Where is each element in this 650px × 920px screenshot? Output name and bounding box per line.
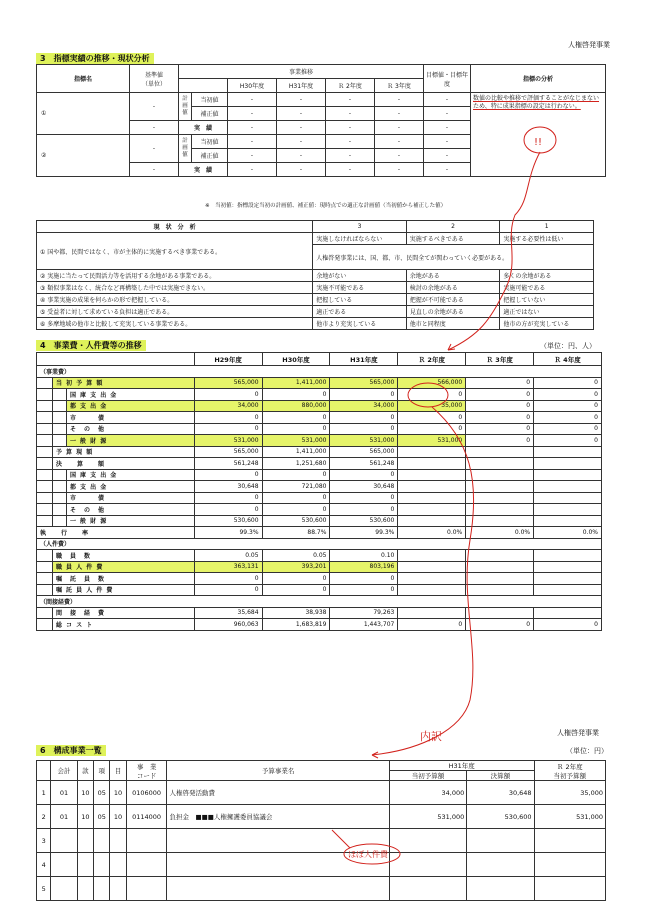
project-cell-no: 1: [37, 781, 51, 805]
section-kansetsu-label: （間接経費）: [37, 596, 602, 608]
cost-value: 0: [534, 435, 602, 447]
project-cell-kaikei: 01: [51, 805, 78, 829]
cost-value: 565,000: [194, 377, 262, 389]
cost-value: 1,683,819: [262, 619, 330, 631]
cost-value: 531,000: [330, 435, 398, 447]
cost-value: 561,248: [330, 458, 398, 470]
cost-row-label: 嘱 託 員 数: [52, 573, 194, 585]
cell: -: [375, 121, 424, 135]
status-col-3: 3: [313, 221, 407, 233]
cost-value: 0: [534, 619, 602, 631]
project-cell-no: 3: [37, 829, 51, 853]
plan-label: 計画値: [179, 135, 192, 163]
status-row-text: ⑥ 多摩地域の他市と比較して充実している事業である。: [37, 318, 313, 330]
cost-value: 0: [262, 412, 330, 424]
project-cell-kou: 05: [94, 781, 110, 805]
col-base: 基準値 （単位）: [130, 65, 179, 93]
section-jinken-label: （人件費）: [37, 538, 602, 550]
cost-value: 0.0%: [534, 527, 602, 539]
cell: -: [228, 93, 277, 107]
cost-value: 565,000: [330, 446, 398, 458]
cost-value: 0: [534, 423, 602, 435]
cost-value: 561,248: [194, 458, 262, 470]
cost-row-label: 都 支 出 金: [66, 400, 194, 412]
indicator1-label: ①: [37, 93, 130, 135]
project-cell-moku: 10: [110, 781, 126, 805]
cell: -: [375, 163, 424, 177]
cost-row-label: 国 庫 支 出 金: [66, 389, 194, 401]
cost-row-label: 都 支 出 金: [66, 481, 194, 493]
cost-value: 0: [194, 389, 262, 401]
cost-value: 35,000: [398, 400, 466, 412]
cell: -: [277, 149, 326, 163]
status-cell: 余地がない: [313, 270, 407, 282]
cost-value: 0.0%: [398, 527, 466, 539]
cost-row-label: 市 債: [66, 412, 194, 424]
status-row-text: ④ 事業実施の成果を何らかの形で把握している。: [37, 294, 313, 306]
cost-value: 0: [194, 423, 262, 435]
status-cell: 実施不可能である: [313, 282, 407, 294]
cost-value: 530,600: [330, 515, 398, 527]
row-actual: 実 績: [179, 163, 228, 177]
cost-value: 0: [194, 469, 262, 481]
project-cell-kou: 05: [94, 805, 110, 829]
circle-r2-budget: [408, 383, 448, 407]
h31-header: H31年度: [389, 761, 534, 771]
cost-value: 721,080: [262, 481, 330, 493]
cell: -: [228, 135, 277, 149]
status-row1-text: ① 国や都、民間ではなく、市が主体的に実施するべき事業である。: [37, 233, 313, 270]
cell: -: [277, 93, 326, 107]
h31-settle-header: 決算額: [467, 771, 534, 781]
cell: -: [424, 93, 471, 107]
project-col-header: 項: [94, 761, 110, 781]
col-target: 目標値・目標年度: [424, 65, 471, 93]
cost-value: 0: [194, 492, 262, 504]
cost-value: 0: [194, 504, 262, 516]
cost-row-label: 決 算 額: [52, 458, 194, 470]
cost-value: 0: [330, 423, 398, 435]
cost-value: 531,000: [398, 435, 466, 447]
cost-row-label: 国 庫 支 出 金: [66, 469, 194, 481]
cost-row-label: 職 員 数: [52, 550, 194, 562]
cost-value: 0: [330, 492, 398, 504]
status-cell: 適正である: [313, 306, 407, 318]
status-cell: 他市より充実している: [313, 318, 407, 330]
row-revised: 補正値: [192, 149, 228, 163]
project-col-header: 目: [110, 761, 126, 781]
project-cell-b: 34,000: [389, 781, 466, 805]
cost-value: 530,600: [194, 515, 262, 527]
status-cell: 実施可能である: [500, 282, 594, 294]
cost-row-label: そ の 他: [66, 504, 194, 516]
project-cell-k: 30,648: [467, 781, 534, 805]
cost-value: 0: [398, 619, 466, 631]
cost-value: 0: [330, 389, 398, 401]
arrow-line: [448, 152, 540, 350]
cost-value: 0: [534, 412, 602, 424]
cost-value: 0: [262, 492, 330, 504]
project-cell-no: 5: [37, 877, 51, 901]
cell: -: [277, 163, 326, 177]
cost-row-label: 間 接 経 費: [52, 607, 194, 619]
project-cell-name: 負担金 ■■■人権擁護委員協議会: [167, 805, 389, 829]
cost-row-label: 執 行 率: [37, 527, 195, 539]
cost-value: 0: [262, 389, 330, 401]
cost-value: 0: [398, 389, 466, 401]
r2-header: Ｒ 2年度 当初予算額: [534, 761, 605, 781]
cost-value: 0: [466, 412, 534, 424]
status-col-2: 2: [406, 221, 500, 233]
cell: -: [375, 93, 424, 107]
cost-value: 0: [194, 412, 262, 424]
project-cell-name: 人権啓発活動費: [167, 781, 389, 805]
cost-value: 0.05: [262, 550, 330, 562]
status-cell: 見直しの余地がある: [406, 306, 500, 318]
cost-row-label: 予 算 現 額: [52, 446, 194, 458]
cost-value: 1,251,680: [262, 458, 330, 470]
cell: -: [424, 107, 471, 121]
cost-row-label: 総 コ ス ト: [52, 619, 194, 631]
cost-value: 38,938: [262, 607, 330, 619]
cost-row-label: 当 初 予 算 額: [52, 377, 194, 389]
exclaim-mark: !!: [534, 137, 543, 148]
cell: -: [326, 121, 375, 135]
project-cell-b: 531,000: [389, 805, 466, 829]
project-col-header: 款: [77, 761, 93, 781]
project-cell-r2: 531,000: [534, 805, 605, 829]
page-label-mid: 人権啓発事業: [557, 729, 599, 737]
year-h30: H30年度: [228, 79, 277, 93]
year-h31: H31年度: [277, 79, 326, 93]
cell: -: [375, 135, 424, 149]
section6-title: 6 構成事業一覧: [36, 745, 106, 756]
cell: -: [326, 163, 375, 177]
cost-value: 1,411,000: [262, 377, 330, 389]
cost-value: 0: [194, 573, 262, 585]
cell: -: [326, 135, 375, 149]
cost-value: 363,131: [194, 561, 262, 573]
cost-value: 0: [330, 584, 398, 596]
cost-value: 0: [330, 504, 398, 516]
cost-year-header: Ｒ 2年度: [398, 353, 466, 366]
status-cell: 検討の余地がある: [406, 282, 500, 294]
section6-unit: （単位：円）: [566, 747, 608, 755]
cell: -: [326, 107, 375, 121]
cell: -: [277, 121, 326, 135]
cost-year-header: H30年度: [262, 353, 330, 366]
indicator1-base: -: [130, 93, 179, 121]
status-cell: 他市の方が充実している: [500, 318, 594, 330]
section4-unit: （単位：円、人）: [540, 342, 596, 350]
project-cell-k: 530,600: [467, 805, 534, 829]
status-cell: 実施しなければならない: [313, 233, 407, 245]
cost-value: 880,000: [262, 400, 330, 412]
cost-value: 0.05: [194, 550, 262, 562]
cost-value: 531,000: [194, 435, 262, 447]
project-col-header: 事 業 コード: [126, 761, 167, 781]
h31-budget-header: 当初予算額: [389, 771, 466, 781]
cost-value: 0: [330, 469, 398, 481]
col-trend: 事業推移: [179, 65, 424, 79]
personnel-note: ほぼ人件費: [348, 850, 388, 859]
cell: -: [228, 121, 277, 135]
cost-year-header: Ｒ 3年度: [466, 353, 534, 366]
cell: -: [326, 149, 375, 163]
cell: -: [130, 121, 179, 135]
row-initial: 当初値: [192, 135, 228, 149]
cost-value: 99.3%: [330, 527, 398, 539]
status-row1-result: 人権啓発事業には、国、都、市、民間全てが関わっていく必要がある。: [313, 245, 594, 270]
project-cell-r2: 35,000: [534, 781, 605, 805]
status-cell: 他市と同程度: [406, 318, 500, 330]
status-cell: 把握していない: [500, 294, 594, 306]
footnote: ※ 当初値：指標設定当初の計画値、補正値：現時点での適正な計画値（当初値から補正した値）: [205, 203, 447, 209]
cost-value: 34,000: [330, 400, 398, 412]
status-cell: 余地がある: [406, 270, 500, 282]
cell: -: [375, 107, 424, 121]
cell: -: [228, 163, 277, 177]
cost-value: 0: [262, 584, 330, 596]
status-row-text: ③ 類似事業はなく、統合など再構築した中では実施できない。: [37, 282, 313, 294]
cost-value: 0: [398, 412, 466, 424]
cost-year-header: H31年度: [330, 353, 398, 366]
row-revised: 補正値: [192, 107, 228, 121]
cost-value: 0: [466, 389, 534, 401]
cost-year-header: H29年度: [194, 353, 262, 366]
cost-value: 0: [330, 412, 398, 424]
cell: -: [130, 163, 179, 177]
cell: -: [424, 121, 471, 135]
row-actual: 実 績: [179, 121, 228, 135]
status-cell: 把握が不可能である: [406, 294, 500, 306]
cost-value: 0: [466, 435, 534, 447]
cost-value: 1,443,707: [330, 619, 398, 631]
cost-value: 0: [534, 400, 602, 412]
cost-value: 530,600: [262, 515, 330, 527]
cost-value: 531,000: [262, 435, 330, 447]
indicator2-base: -: [130, 135, 179, 163]
cost-value: 79,263: [330, 607, 398, 619]
cost-value: 35,684: [194, 607, 262, 619]
cost-value: 0: [262, 423, 330, 435]
cost-value: 0.10: [330, 550, 398, 562]
status-cell: 実施する必要性は低い: [500, 233, 594, 245]
project-col-header: 予算事業名: [167, 761, 389, 781]
cost-value: 565,000: [330, 377, 398, 389]
cell: -: [228, 107, 277, 121]
cost-value: 0: [330, 573, 398, 585]
project-cell-kan: 10: [77, 781, 93, 805]
section4-title: 4 事業費・人件費等の推移: [36, 340, 146, 351]
analysis-text: 数値の比較や推移で評価することがなじまないため、特に成果指標の設定は行わない。: [473, 95, 600, 110]
project-cell-kaikei: 01: [51, 781, 78, 805]
cost-value: 0: [262, 573, 330, 585]
cost-value: 0: [398, 423, 466, 435]
cell: -: [424, 163, 471, 177]
breakdown-note: 内訳: [420, 730, 442, 743]
cost-value: 803,196: [330, 561, 398, 573]
cost-value: 0: [262, 504, 330, 516]
status-cell: 実施するべきである: [406, 233, 500, 245]
page-label-top: 人権啓発事業: [568, 41, 610, 49]
cost-row-label: そ の 他: [66, 423, 194, 435]
status-cell: 適正ではない: [500, 306, 594, 318]
row-initial: 当初値: [192, 93, 228, 107]
indicator2-label: ②: [37, 135, 130, 177]
project-cell-no: 4: [37, 853, 51, 877]
cell: -: [424, 149, 471, 163]
status-header: 現 状 分 析: [37, 221, 313, 233]
cost-value: 1,411,000: [262, 446, 330, 458]
cost-value: 0: [534, 377, 602, 389]
cost-row-label: 嘱 託 員 人 件 費: [52, 584, 194, 596]
cell: -: [326, 93, 375, 107]
status-cell: 多くの余地がある: [500, 270, 594, 282]
col-analysis: 指標の分析: [471, 65, 606, 93]
cost-value: 393,201: [262, 561, 330, 573]
status-row-text: ⑤ 受益者に対して求めている負担は適正である。: [37, 306, 313, 318]
cost-value: 0: [466, 377, 534, 389]
section3-title: 3 指標実績の推移・現状分析: [36, 53, 154, 64]
cell: -: [228, 149, 277, 163]
cost-row-label: 市 債: [66, 492, 194, 504]
cost-value: 960,063: [194, 619, 262, 631]
project-cell-code: 0114000: [126, 805, 167, 829]
cost-value: 0: [194, 584, 262, 596]
status-row-text: ② 実施に当たって民間活力等を活用する余地がある事業である。: [37, 270, 313, 282]
project-cell-kan: 10: [77, 805, 93, 829]
cell: -: [375, 149, 424, 163]
project-cell-code: 0106000: [126, 781, 167, 805]
cost-value: 0: [534, 389, 602, 401]
plan-label: 計画値: [179, 93, 192, 121]
col-indicator-name: 指標名: [37, 65, 130, 93]
cost-row-label: 一 般 財 源: [66, 515, 194, 527]
cost-value: 88.7%: [262, 527, 330, 539]
project-cell-no: 2: [37, 805, 51, 829]
cell: -: [424, 135, 471, 149]
cost-year-header: Ｒ 4年度: [534, 353, 602, 366]
cost-value: 30,648: [330, 481, 398, 493]
cost-value: 0.0%: [466, 527, 534, 539]
status-col-1: 1: [500, 221, 594, 233]
cost-value: 0: [466, 619, 534, 631]
status-cell: 把握している: [313, 294, 407, 306]
section-jigyo-label: （事業費）: [37, 366, 602, 378]
cost-value: 30,648: [194, 481, 262, 493]
cost-row-label: 一 般 財 源: [66, 435, 194, 447]
year-r3: Ｒ 3年度: [375, 79, 424, 93]
cell: -: [277, 135, 326, 149]
cell: -: [277, 107, 326, 121]
cost-value: 34,000: [194, 400, 262, 412]
pointer-line: [332, 830, 350, 848]
cost-value: 565,000: [194, 446, 262, 458]
arrow-line-2: [372, 407, 474, 755]
cost-value: 0: [466, 400, 534, 412]
cost-value: 99.3%: [194, 527, 262, 539]
cost-row-label: 職 員 人 件 費: [52, 561, 194, 573]
project-col-header: 会計: [51, 761, 78, 781]
cost-value: 0: [262, 469, 330, 481]
cost-value: 566,000: [398, 377, 466, 389]
cost-value: 0: [466, 423, 534, 435]
year-r2: Ｒ 2年度: [326, 79, 375, 93]
project-cell-moku: 10: [110, 805, 126, 829]
